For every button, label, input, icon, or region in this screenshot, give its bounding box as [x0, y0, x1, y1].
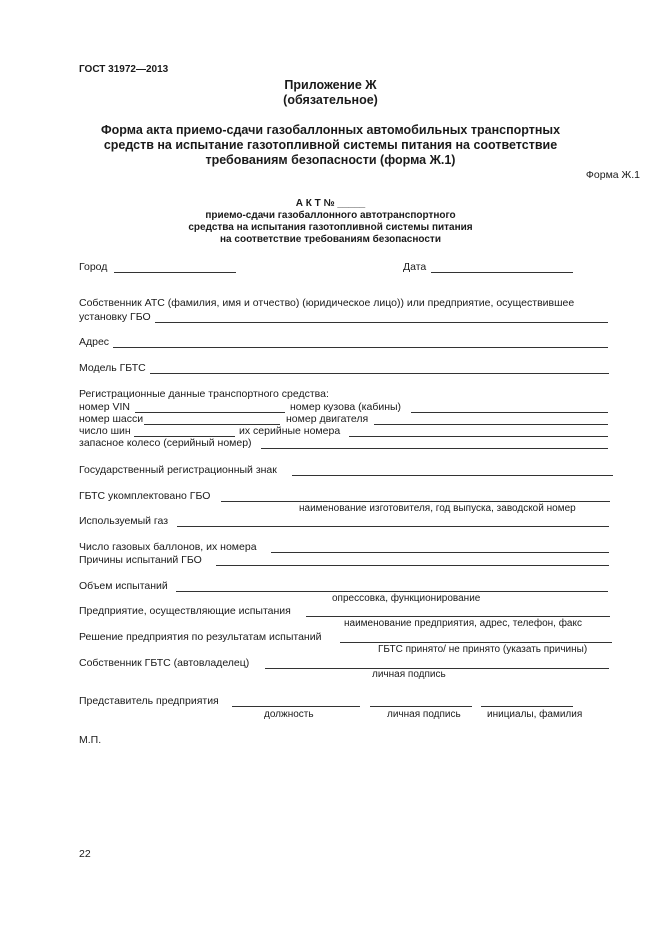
representative-signature-field[interactable]: [370, 695, 472, 707]
cylinders-field[interactable]: [271, 541, 609, 553]
address-label: Адрес: [79, 336, 110, 348]
enterprise-label: Предприятие, осуществляющие испытания: [79, 605, 291, 617]
representative-initials-field[interactable]: [481, 695, 573, 707]
chassis-field[interactable]: [144, 413, 280, 425]
reg-data-label: Регистрационные данные транспортного средства:: [79, 388, 329, 400]
body-number-field[interactable]: [411, 401, 608, 413]
form-reference: Форма Ж.1: [585, 169, 640, 181]
equipped-hint: наименование изготовителя, год выпуска, заводской номер: [299, 503, 576, 514]
standard-header: ГОСТ 31972—2013: [79, 64, 169, 75]
city-field[interactable]: [114, 261, 236, 273]
decision-label: Решение предприятия по результатам испытаний: [79, 631, 322, 643]
chassis-label: номер шасси: [79, 413, 144, 425]
page-number: 22: [79, 848, 91, 860]
reasons-label: Причины испытаний ГБО: [79, 554, 202, 566]
decision-hint: ГБТС принято/ не принято (указать причины): [378, 644, 588, 655]
plate-label: Государственный регистрационный знак: [79, 464, 277, 476]
representative-position-field[interactable]: [232, 695, 360, 707]
form-title-line-2: средств на испытание газотопливной системы питания на соответствие: [103, 138, 558, 152]
form-title-line-1: Форма акта приемо-сдачи газобаллонных автомобильных транспортных: [100, 123, 561, 137]
vin-label: номер VIN: [79, 401, 130, 413]
stamp-label: М.П.: [79, 734, 102, 746]
owner-label: Собственник АТС (фамилия, имя и отчество) (юридическое лицо)) или предприятие, осуществившее: [79, 297, 575, 309]
serials-label: их серийные номера: [239, 425, 341, 437]
gas-field[interactable]: [177, 515, 609, 527]
owner-field[interactable]: [155, 311, 608, 323]
representative-label: Представитель предприятия: [79, 695, 219, 707]
city-label: Город: [79, 261, 108, 273]
model-field[interactable]: [150, 362, 609, 374]
position-hint: должность: [264, 709, 314, 720]
gas-label: Используемый газ: [79, 515, 169, 527]
act-subtitle-line-2: средства на испытания газотопливной системы питания: [188, 222, 473, 233]
scope-label: Объем испытаний: [79, 580, 168, 592]
serials-field[interactable]: [349, 425, 608, 437]
enterprise-field[interactable]: [306, 605, 610, 617]
signature-hint: личная подпись: [387, 709, 461, 720]
address-field[interactable]: [113, 336, 608, 348]
owner-gbts-signature-hint: личная подпись: [372, 669, 446, 680]
equipped-field[interactable]: [221, 490, 610, 502]
plate-field[interactable]: [292, 464, 613, 476]
tires-field[interactable]: [134, 425, 235, 437]
scope-field[interactable]: [176, 580, 608, 592]
act-subtitle-line-3: на соответствие требованиям безопасности: [220, 234, 441, 245]
tires-label: число шин: [79, 425, 131, 437]
scope-hint: опрессовка, функционирование: [332, 593, 481, 604]
appendix-status: (обязательное): [283, 93, 378, 107]
reasons-field[interactable]: [216, 554, 609, 566]
owner-gbts-label: Собственник ГБТС (автовладелец): [79, 657, 250, 669]
engine-label: номер двигателя: [286, 413, 369, 425]
vin-field[interactable]: [135, 401, 285, 413]
body-number-label: номер кузова (кабины): [290, 401, 402, 413]
enterprise-hint: наименование предприятия, адрес, телефон, факс: [344, 618, 582, 629]
date-label: Дата: [403, 261, 427, 273]
initials-hint: инициалы, фамилия: [487, 709, 583, 720]
spare-label: запасное колесо (серийный номер): [79, 437, 252, 449]
act-subtitle-line-1: приемо-сдачи газобаллонного автотранспортного: [205, 210, 456, 221]
model-label: Модель ГБТС: [79, 362, 146, 374]
act-title: А К Т № _____: [295, 198, 366, 209]
appendix-title: Приложение Ж: [284, 78, 377, 92]
form-title-line-3: требованиям безопасности (форма Ж.1): [205, 153, 456, 167]
spare-field[interactable]: [261, 437, 608, 449]
decision-field[interactable]: [340, 631, 612, 643]
equipped-label: ГБТС укомплектовано ГБО: [79, 490, 211, 502]
date-field[interactable]: [431, 261, 573, 273]
engine-field[interactable]: [374, 413, 608, 425]
owner-label-2: установку ГБО: [79, 311, 151, 323]
owner-gbts-field[interactable]: [265, 657, 609, 669]
cylinders-label: Число газовых баллонов, их номера: [79, 541, 257, 553]
